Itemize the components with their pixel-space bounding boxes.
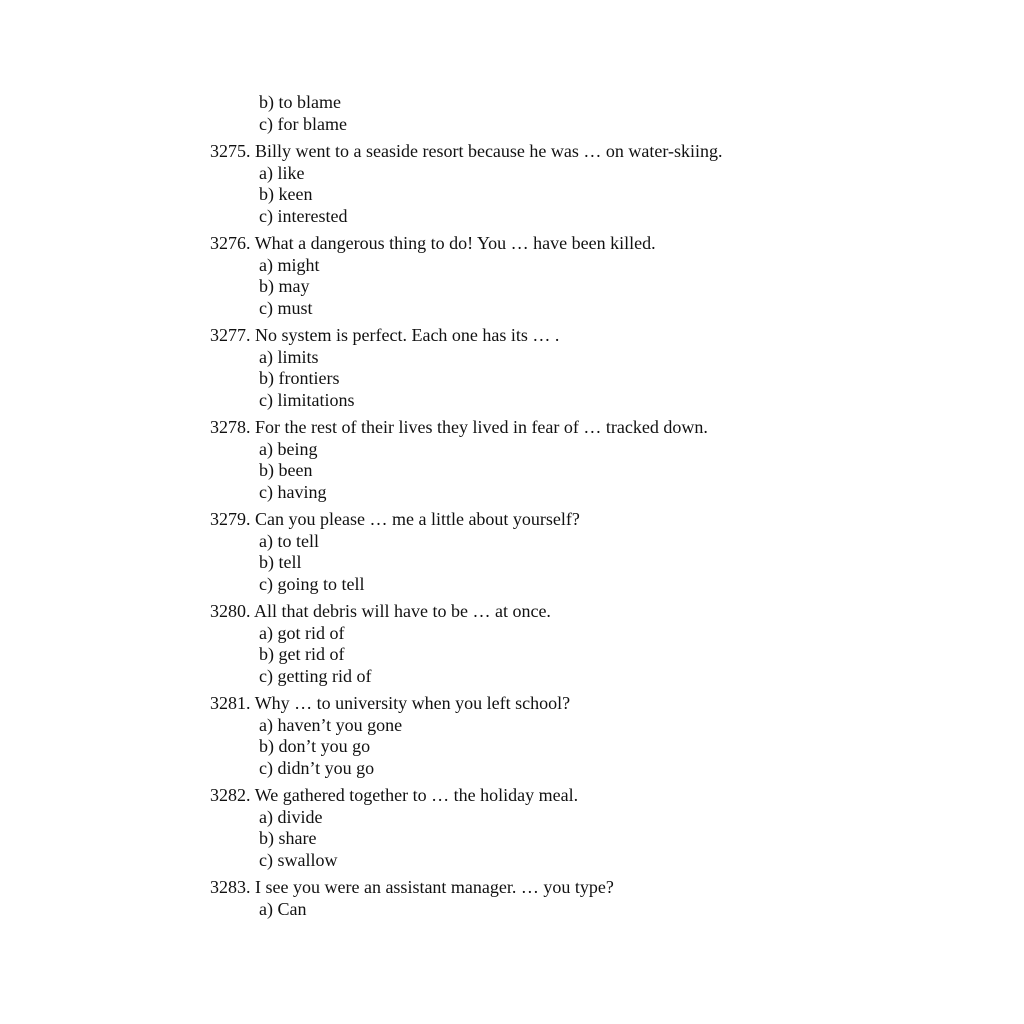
answer-option: a) divide bbox=[259, 806, 323, 827]
question-text: I see you were an assistant manager. … you type? bbox=[255, 877, 614, 897]
question-number: 3279. bbox=[210, 509, 251, 529]
question-3275 bbox=[210, 141, 990, 227]
question-number: 3283. bbox=[210, 877, 251, 897]
answer-option: a) to tell bbox=[259, 530, 319, 551]
question-line bbox=[210, 325, 990, 347]
question-number: 3282. bbox=[210, 785, 251, 805]
question-3280 bbox=[210, 601, 990, 687]
answer-option: a) might bbox=[259, 254, 320, 275]
question-3276 bbox=[210, 233, 990, 319]
answer-option: b) keen bbox=[259, 184, 313, 204]
question-line bbox=[210, 601, 990, 623]
answer-option: a) Can bbox=[259, 898, 307, 919]
question-line bbox=[210, 141, 990, 163]
question-line bbox=[210, 785, 990, 807]
previous-question-options bbox=[259, 92, 347, 135]
question-number: 3280. bbox=[210, 601, 251, 621]
answer-option: c) interested bbox=[259, 205, 348, 226]
question-text: For the rest of their lives they lived in fear of … tracked down. bbox=[255, 417, 708, 437]
question-3282 bbox=[210, 785, 990, 871]
answer-option: c) having bbox=[259, 481, 327, 502]
answer-option: b) tell bbox=[259, 552, 302, 572]
answer-option: a) got rid of bbox=[259, 622, 345, 643]
answer-option: a) like bbox=[259, 162, 305, 183]
answer-option: c) swallow bbox=[259, 849, 338, 870]
answer-option: b) been bbox=[259, 460, 313, 480]
answer-option: c) going to tell bbox=[259, 573, 365, 594]
question-text: Can you please … me a little about yourself? bbox=[255, 509, 580, 529]
answer-option: a) limits bbox=[259, 346, 319, 367]
question-number: 3277. bbox=[210, 325, 251, 345]
question-line bbox=[210, 877, 990, 899]
answer-option: b) get rid of bbox=[259, 644, 345, 664]
question-line bbox=[210, 509, 990, 531]
question-number: 3278. bbox=[210, 417, 251, 437]
question-3277 bbox=[210, 325, 990, 411]
answer-option: b) to blame bbox=[259, 92, 341, 112]
question-line bbox=[210, 233, 990, 255]
question-text: What a dangerous thing to do! You … have been killed. bbox=[254, 233, 656, 253]
answer-option: a) haven’t you gone bbox=[259, 714, 403, 735]
question-number: 3275. bbox=[210, 141, 251, 161]
question-text: We gathered together to … the holiday meal. bbox=[254, 785, 579, 805]
question-text: All that debris will have to be … at once. bbox=[254, 601, 551, 621]
answer-option: b) may bbox=[259, 276, 310, 296]
question-line bbox=[210, 693, 990, 715]
answer-option: a) being bbox=[259, 438, 318, 459]
question-3281 bbox=[210, 693, 990, 779]
question-3283 bbox=[210, 877, 990, 920]
question-3278 bbox=[210, 417, 990, 503]
answer-option: c) must bbox=[259, 297, 313, 318]
answer-option: c) limitations bbox=[259, 389, 355, 410]
question-list bbox=[210, 141, 990, 926]
question-number: 3276. bbox=[210, 233, 251, 253]
answer-option: c) didn’t you go bbox=[259, 757, 375, 778]
question-line bbox=[210, 417, 990, 439]
question-text: Why … to university when you left school? bbox=[254, 693, 571, 713]
answer-option: b) frontiers bbox=[259, 368, 340, 388]
answer-option: b) share bbox=[259, 828, 317, 848]
answer-option: b) don’t you go bbox=[259, 736, 371, 756]
question-3279 bbox=[210, 509, 990, 595]
answer-option: c) for blame bbox=[259, 113, 347, 134]
question-text: No system is perfect. Each one has its … . bbox=[255, 325, 560, 345]
question-number: 3281. bbox=[210, 693, 251, 713]
answer-option: c) getting rid of bbox=[259, 665, 372, 686]
question-text: Billy went to a seaside resort because he was … on water-skiing. bbox=[255, 141, 723, 161]
